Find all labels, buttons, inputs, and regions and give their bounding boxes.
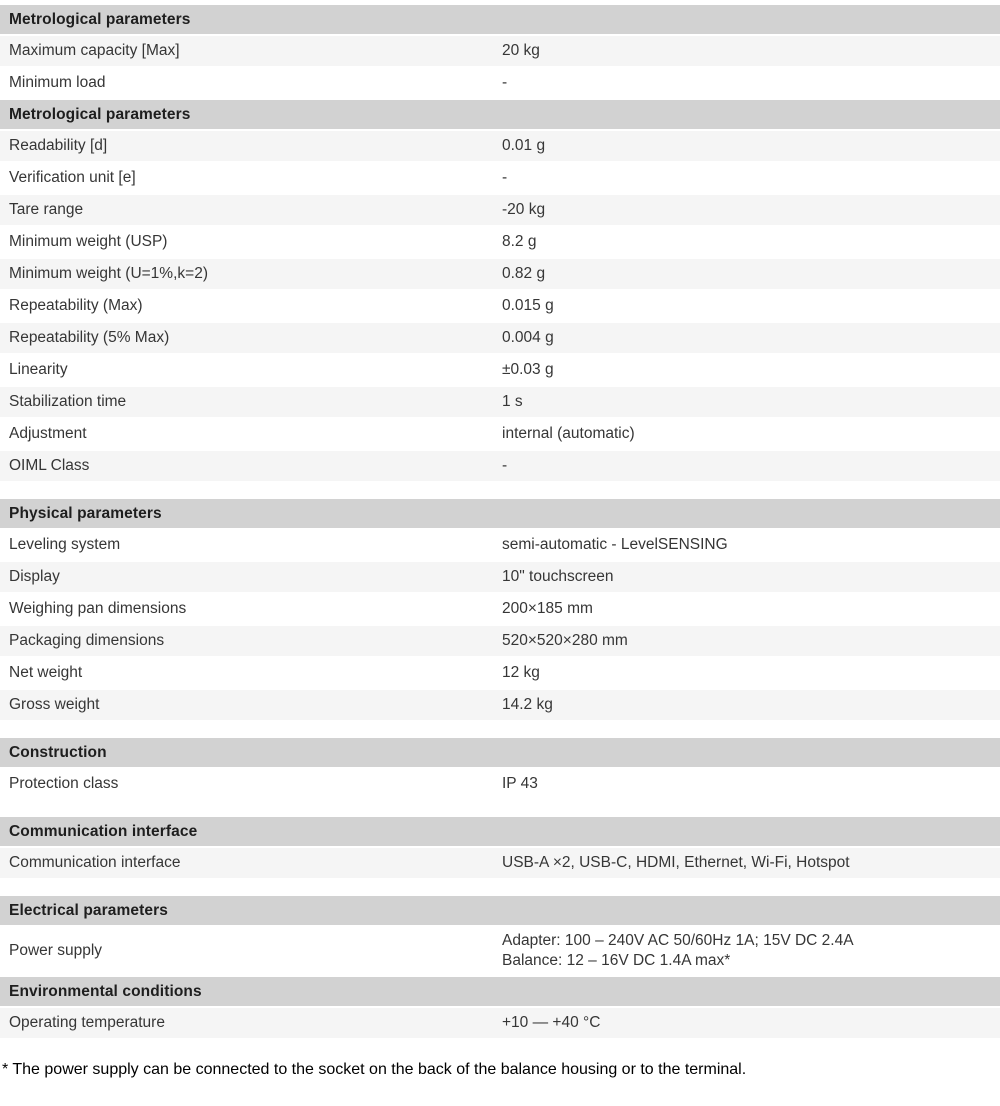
spec-label: Minimum weight (U=1%,k=2) <box>9 265 208 282</box>
spec-value: 0.01 g <box>502 137 546 154</box>
spec-value: 8.2 g <box>502 233 537 250</box>
spec-label: Minimum load <box>9 74 106 91</box>
spec-section <box>0 5 1000 100</box>
spec-label: Repeatability (5% Max) <box>9 329 170 346</box>
spec-label: Repeatability (Max) <box>9 297 143 314</box>
spec-label: Packaging dimensions <box>9 632 165 649</box>
spec-row <box>0 163 1000 195</box>
spec-value <box>502 927 1000 975</box>
spec-value: 14.2 kg <box>502 696 553 713</box>
spec-row <box>0 626 1000 658</box>
spec-row <box>0 451 1000 483</box>
spec-row <box>0 419 1000 451</box>
spec-label: OIML Class <box>9 457 90 474</box>
spec-label: Weighing pan dimensions <box>9 600 187 617</box>
spec-label: Minimum weight (USP) <box>9 233 168 250</box>
section-header: Construction <box>0 738 1000 767</box>
spec-value: - <box>502 457 508 474</box>
spec-row <box>0 927 1000 977</box>
spec-section <box>0 738 1000 801</box>
spec-label: Maximum capacity [Max] <box>9 42 180 59</box>
section-header: Communication interface <box>0 817 1000 846</box>
spec-section <box>0 100 1000 483</box>
spec-section <box>0 817 1000 880</box>
spec-row <box>0 658 1000 690</box>
spec-row <box>0 36 1000 68</box>
spec-row <box>0 1008 1000 1040</box>
spec-value: 20 kg <box>502 42 540 59</box>
spec-label: Leveling system <box>9 536 121 553</box>
spec-label: Protection class <box>9 775 119 792</box>
spec-row <box>0 68 1000 100</box>
footnote: * The power supply can be connected to the socket on the back of the balance housing or to the terminal. <box>2 1061 747 1078</box>
spec-value: ±0.03 g <box>502 361 554 378</box>
spec-row <box>0 562 1000 594</box>
spec-row <box>0 323 1000 355</box>
spec-value: USB-A ×2, USB-C, HDMI, Ethernet, Wi-Fi, Hotspot <box>502 854 850 871</box>
spec-value: 1 s <box>502 393 523 410</box>
spec-row <box>0 259 1000 291</box>
spec-section <box>0 977 1000 1040</box>
spec-row <box>0 131 1000 163</box>
section-header: Electrical parameters <box>0 896 1000 925</box>
spec-value: - <box>502 169 508 186</box>
spec-value: internal (automatic) <box>502 425 635 442</box>
spec-value: 10" touchscreen <box>502 568 614 585</box>
spec-label: Tare range <box>9 201 84 218</box>
section-header: Physical parameters <box>0 499 1000 528</box>
spec-label: Power supply <box>9 942 103 959</box>
spec-row <box>0 848 1000 880</box>
section-header: Metrological parameters <box>0 5 1000 34</box>
spec-label: Verification unit [e] <box>9 169 136 186</box>
spec-value: 520×520×280 mm <box>502 632 628 649</box>
spec-section <box>0 896 1000 977</box>
spec-value: -20 kg <box>502 201 546 218</box>
spec-value: +10 — +40 °C <box>502 1014 601 1031</box>
spec-row <box>0 530 1000 562</box>
spec-row <box>0 355 1000 387</box>
spec-value: 0.015 g <box>502 297 554 314</box>
spec-value: semi-automatic - LevelSENSING <box>502 536 728 553</box>
spec-row <box>0 769 1000 801</box>
spec-label: Communication interface <box>9 854 181 871</box>
spec-label: Stabilization time <box>9 393 127 410</box>
section-header: Metrological parameters <box>0 100 1000 129</box>
spec-label: Net weight <box>9 664 83 681</box>
spec-row <box>0 195 1000 227</box>
spec-label: Gross weight <box>9 696 100 713</box>
spec-value: 200×185 mm <box>502 600 593 617</box>
spec-label: Adjustment <box>9 425 87 442</box>
spec-value: 12 kg <box>502 664 540 681</box>
spec-row <box>0 387 1000 419</box>
spec-row <box>0 690 1000 722</box>
spec-section <box>0 499 1000 722</box>
section-header: Environmental conditions <box>0 977 1000 1006</box>
spec-value: - <box>502 74 508 91</box>
spec-value-line: Balance: 12 – 16V DC 1.4A max* <box>502 952 731 969</box>
spec-value: 0.004 g <box>502 329 554 346</box>
spec-label: Readability [d] <box>9 137 108 154</box>
spec-label: Operating temperature <box>9 1014 165 1031</box>
spec-row <box>0 594 1000 626</box>
spec-label: Display <box>9 568 60 585</box>
spec-value: IP 43 <box>502 775 538 792</box>
spec-row <box>0 291 1000 323</box>
spec-label: Linearity <box>9 361 68 378</box>
spec-value: 0.82 g <box>502 265 546 282</box>
spec-row <box>0 227 1000 259</box>
spec-value-line: Adapter: 100 – 240V AC 50/60Hz 1A; 15V DC 2.4A <box>502 932 854 949</box>
